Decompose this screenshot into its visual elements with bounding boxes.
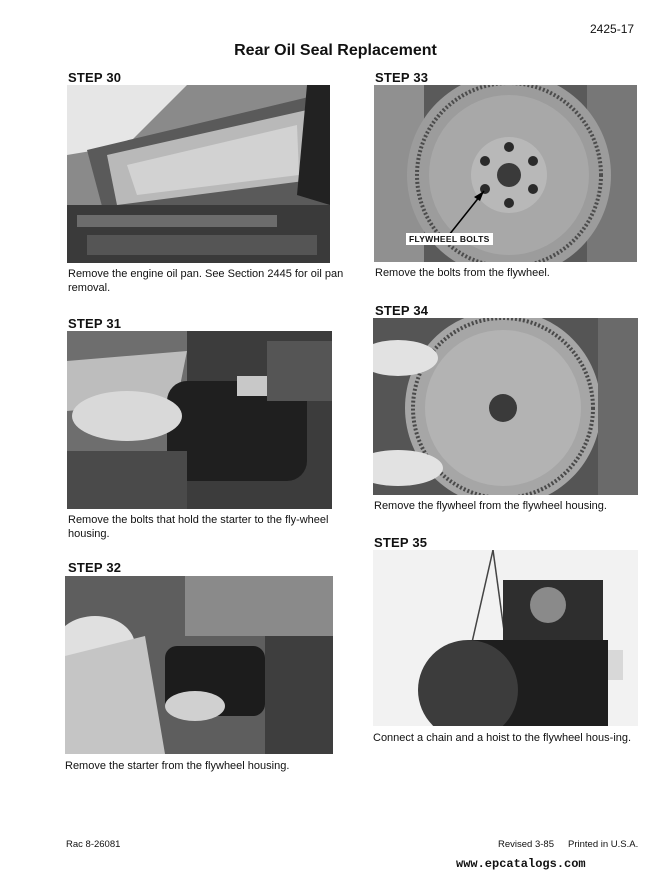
- step-33-photo: [374, 85, 637, 262]
- step-35-caption: Connect a chain and a hoist to the flywheel hous-ing.: [373, 732, 632, 744]
- step-34-caption: Remove the flywheel from the flywheel housing.: [374, 500, 607, 512]
- step-34-heading: STEP 34: [375, 303, 429, 318]
- footer-revised: Revised 3-85: [498, 839, 554, 850]
- step-30-photo: [67, 85, 330, 263]
- step-34-photo: [373, 318, 638, 495]
- flywheel-bolts-callout: FLYWHEEL BOLTS: [406, 233, 493, 245]
- step-32-heading: STEP 32: [68, 560, 122, 575]
- step-33-heading: STEP 33: [375, 70, 429, 85]
- step-31-heading: STEP 31: [68, 316, 122, 331]
- step-35-heading: STEP 35: [374, 535, 428, 550]
- step-31-photo: [67, 331, 332, 509]
- page-title: Rear Oil Seal Replacement: [234, 42, 437, 59]
- step-33-caption: Remove the bolts from the flywheel.: [375, 267, 550, 279]
- page-number: 2425-17: [590, 22, 635, 36]
- step-35-photo: [373, 550, 638, 726]
- step-30-caption: Remove the engine oil pan. See Section 2445 for oil pan removal.: [68, 268, 344, 294]
- footer-doc-number: Rac 8-26081: [66, 839, 121, 850]
- step-32-caption: Remove the starter from the flywheel housing.: [65, 760, 290, 772]
- step-32-photo: [65, 576, 333, 754]
- footer-printed: Printed in U.S.A.: [568, 839, 639, 850]
- watermark-url: www.epcatalogs.com: [456, 857, 586, 871]
- step-30-heading: STEP 30: [68, 70, 122, 85]
- step-31-caption: Remove the bolts that hold the starter to the fly-wheel housing.: [68, 514, 329, 540]
